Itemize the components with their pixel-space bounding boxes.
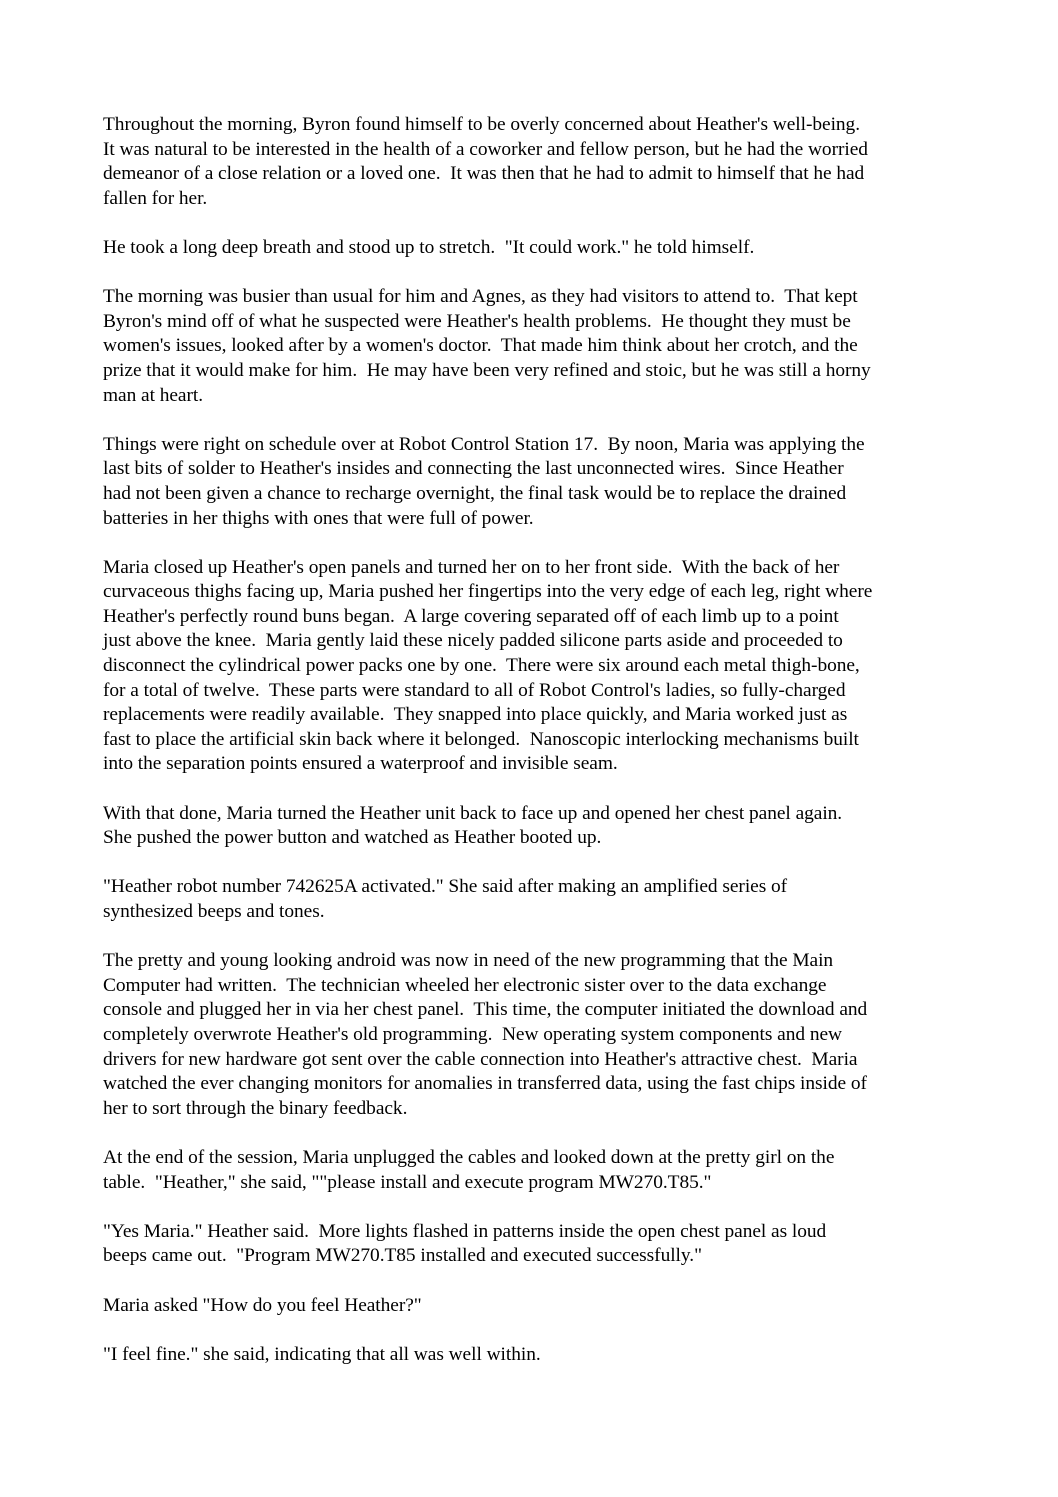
text-line: fast to place the artificial skin back where it belonged. Nanoscopic interlocking mechanisms built [103, 728, 859, 750]
text-line: Maria asked "How do you feel Heather?" [103, 1294, 422, 1316]
paragraph-maria-asked [103, 1294, 983, 1319]
text-line: He took a long deep breath and stood up to stretch. "It could work." he told himself. [103, 236, 755, 258]
text-line: synthesized beeps and tones. [103, 901, 325, 922]
text-line: "Yes Maria." Heather said. More lights flashed in patterns inside the open chest panel as loud [103, 1220, 827, 1242]
text-line: watched the ever changing monitors for anomalies in transferred data, using the fast chips inside of [103, 1073, 867, 1095]
text-line: She pushed the power button and watched as Heather booted up. [103, 827, 602, 849]
text-line: demeanor of a close relation or a loved one. It was then that he had to admit to himself that he had [103, 163, 865, 185]
text-line: "I feel fine." she said, indicating that all was well within. [103, 1343, 541, 1365]
text-line: for a total of twelve. These parts were standard to all of Robot Control's ladies, so fully-charged [103, 679, 846, 701]
paragraph-boot-up [103, 802, 983, 851]
text-line: It was natural to be interested in the health of a coworker and fellow person, but he had the worried [103, 138, 868, 160]
paragraph-end-of-session [103, 1146, 983, 1195]
text-line: Throughout the morning, Byron found himself to be overly concerned about Heather's well-being. [103, 114, 860, 135]
text-line: fallen for her. [103, 187, 208, 209]
document-page [103, 113, 983, 1392]
text-line: prize that it would make for him. He may have been very refined and stoic, but he was still a horny [103, 359, 871, 381]
paragraph-battery-replacement [103, 556, 983, 777]
paragraph-busy-morning [103, 285, 983, 408]
paragraph-deep-breath [103, 236, 983, 261]
text-line: At the end of the session, Maria unplugged the cables and looked down at the pretty girl on the [103, 1146, 835, 1168]
paragraph-robot-control [103, 433, 983, 531]
text-line: Heather's perfectly round buns began. A large covering separated off of each limb up to a point [103, 605, 839, 627]
text-line: into the separation points ensured a waterproof and invisible seam. [103, 753, 618, 775]
text-line: Things were right on schedule over at Robot Control Station 17. By noon, Maria was applying the [103, 433, 865, 455]
text-line: man at heart. [103, 384, 204, 406]
text-line: replacements were readily available. They snapped into place quickly, and Maria worked just as [103, 704, 848, 726]
paragraph-activated [103, 875, 983, 924]
text-line: just above the knee. Maria gently laid these nicely padded silicone parts aside and proceeded to [103, 630, 843, 652]
text-line: table. "Heather," she said, ""please install and execute program MW270.T85." [103, 1171, 712, 1193]
text-line: The pretty and young looking android was now in need of the new programming that the Main [103, 950, 834, 972]
text-line: Maria closed up Heather's open panels and turned her on to her front side. With the back of her [103, 556, 840, 578]
text-line: curvaceous thighs facing up, Maria pushed her fingertips into the very edge of each leg, right where [103, 581, 873, 603]
text-line: beeps came out. "Program MW270.T85 installed and executed successfully." [103, 1245, 702, 1267]
text-line: drivers for new hardware got sent over the cable connection into Heather's attractive chest. Maria [103, 1048, 858, 1070]
text-line: disconnect the cylindrical power packs one by one. There were six around each metal thigh-bone, [103, 655, 860, 677]
paragraph-feel-fine [103, 1343, 983, 1368]
text-line: her to sort through the binary feedback. [103, 1097, 408, 1119]
text-line: Byron's mind off of what he suspected were Heather's health problems. He thought they must be [103, 310, 851, 332]
text-line: women's issues, looked after by a women's doctor. That made him think about her crotch, and the [103, 335, 858, 357]
text-line: completely overwrote Heather's old programming. New operating system components and new [103, 1023, 842, 1045]
text-line: Computer had written. The technician wheeled her electronic sister over to the data exchange [103, 974, 827, 996]
text-line: last bits of solder to Heather's insides and connecting the last unconnected wires. Since Heather [103, 458, 844, 480]
text-line: batteries in her thighs with ones that were full of power. [103, 507, 534, 529]
text-line: With that done, Maria turned the Heather unit back to face up and opened her chest panel again. [103, 802, 843, 824]
paragraph-new-programming [103, 949, 983, 1121]
text-line: "Heather robot number 742625A activated." She said after making an amplified series of [103, 876, 788, 898]
paragraph-byron-concern [103, 113, 983, 211]
text-line: The morning was busier than usual for him and Agnes, as they had visitors to attend to. That kept [103, 286, 858, 308]
text-line: console and plugged her in via her chest panel. This time, the computer initiated the download and [103, 999, 868, 1021]
text-line: had not been given a chance to recharge overnight, the final task would be to replace the drained [103, 482, 847, 504]
paragraph-program-executed [103, 1220, 983, 1269]
